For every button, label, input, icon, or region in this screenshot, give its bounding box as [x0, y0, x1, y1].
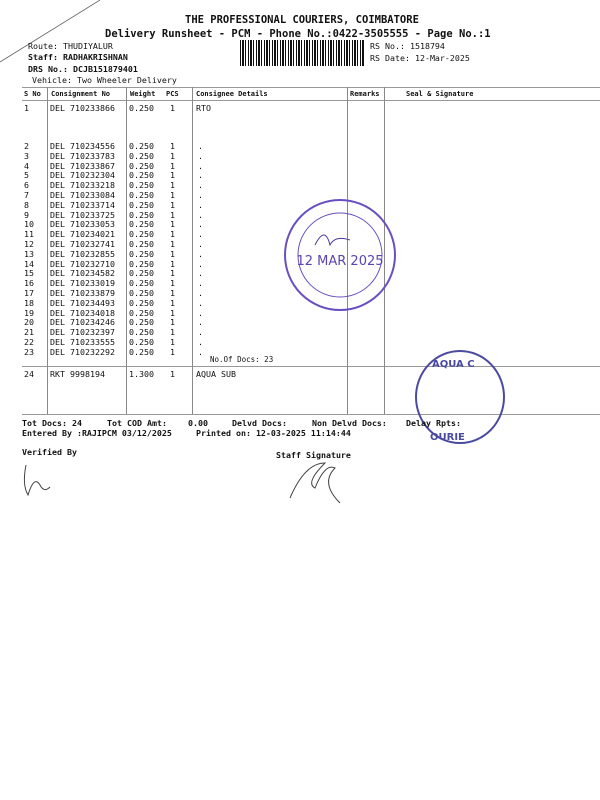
table-row: 7 DEL 710233084 0.250 1 . [24, 190, 203, 200]
delivered-docs: Delvd Docs: [232, 418, 287, 428]
printed-on: Printed on: 12-03-2025 11:14:44 [196, 428, 351, 438]
vehicle: Vehicle: Two Wheeler Delivery [32, 75, 177, 85]
table-row: 2 DEL 710234556 0.250 1 . [24, 141, 203, 151]
table-row: 23 DEL 710232292 0.250 1 . [24, 346, 203, 357]
table-row: 9 DEL 710233725 0.250 1 . [24, 209, 203, 220]
company-stamp [410, 345, 510, 450]
table-row: 6 DEL 710233218 0.250 1 . [24, 180, 203, 191]
runsheet-title: Delivery Runsheet - PCM - Phone No.:0422-3505555 - Page No.:1 [105, 28, 491, 40]
entered-by: Entered By :RAJIPCM 03/12/2025 [22, 428, 172, 438]
svg-text:OURIE: OURIE [430, 432, 465, 443]
verifier-signature [18, 460, 58, 500]
post-office-stamp [280, 195, 400, 315]
table-row: 4 DEL 710233867 0.250 1 . [24, 160, 203, 171]
staff-signature-label: Staff Signature [276, 450, 351, 460]
route: Route: THUDIYALUR [28, 41, 113, 51]
table-row: 12 DEL 710232741 0.250 1 . [24, 239, 203, 249]
staff-signature [285, 458, 355, 508]
table-row: 19 DEL 710234018 0.250 1 . [24, 307, 203, 318]
table-row: 15 DEL 710234582 0.250 1 . [24, 268, 203, 279]
table-row: 17 DEL 710233879 0.250 1 . [24, 288, 203, 298]
table-row: 20 DEL 710234246 0.250 1 . [24, 317, 203, 328]
no-of-docs: No.Of Docs: 23 [210, 355, 274, 364]
svg-text:12 MAR 2025: 12 MAR 2025 [296, 254, 384, 269]
delay-reports: Delay Rpts: [406, 418, 461, 428]
table-row: 3 DEL 710233783 0.250 1 . [24, 150, 203, 161]
tot-cod-amt: Tot COD Amt: [107, 418, 167, 428]
table-row: 10 DEL 710233053 0.250 1 . [24, 219, 203, 230]
table-row: 11 DEL 710234021 0.250 1 . [24, 229, 203, 240]
table-row: 16 DEL 710233019 0.250 1 . [24, 278, 203, 289]
non-delivered-docs: Non Delvd Docs: [312, 418, 387, 428]
barcode [240, 40, 364, 66]
verified-by: Verified By [22, 447, 77, 457]
table-row: 18 DEL 710234493 0.250 1 . [24, 297, 203, 308]
cod-value: 0.00 [188, 418, 208, 428]
table-row: 13 DEL 710232855 0.250 1 . [24, 248, 203, 259]
drs-no: DRS No.: DCJB151879401 [28, 64, 138, 74]
table-row: 21 DEL 710232397 0.250 1 . [24, 327, 203, 338]
table-row: 14 DEL 710232710 0.250 1 . [24, 258, 203, 269]
table-row: 5 DEL 710232304 0.250 1 . [24, 170, 203, 181]
tot-docs: Tot Docs: 24 [22, 418, 82, 428]
staff: Staff: RADHAKRISHNAN [28, 52, 128, 62]
rs-date: RS Date: 12-Mar-2025 [370, 53, 470, 63]
table-header: S No Consignment No Weight PCS Consignee Details Remarks Seal & Signature [24, 90, 474, 98]
svg-text:AQUA C: AQUA C [432, 359, 475, 370]
rs-no: RS No.: 1518794 [370, 41, 445, 51]
table-row: 8 DEL 710233714 0.250 1 . [24, 199, 203, 210]
company-name: THE PROFESSIONAL COURIERS, COIMBATORE [185, 14, 419, 26]
table-row: 24 RKT 9998194 1.300 1 AQUA SUB [24, 369, 236, 379]
table-row: 22 DEL 710233555 0.250 1 . [24, 337, 203, 347]
table-row: 1 DEL 710233866 0.250 1 RTO [24, 103, 211, 113]
